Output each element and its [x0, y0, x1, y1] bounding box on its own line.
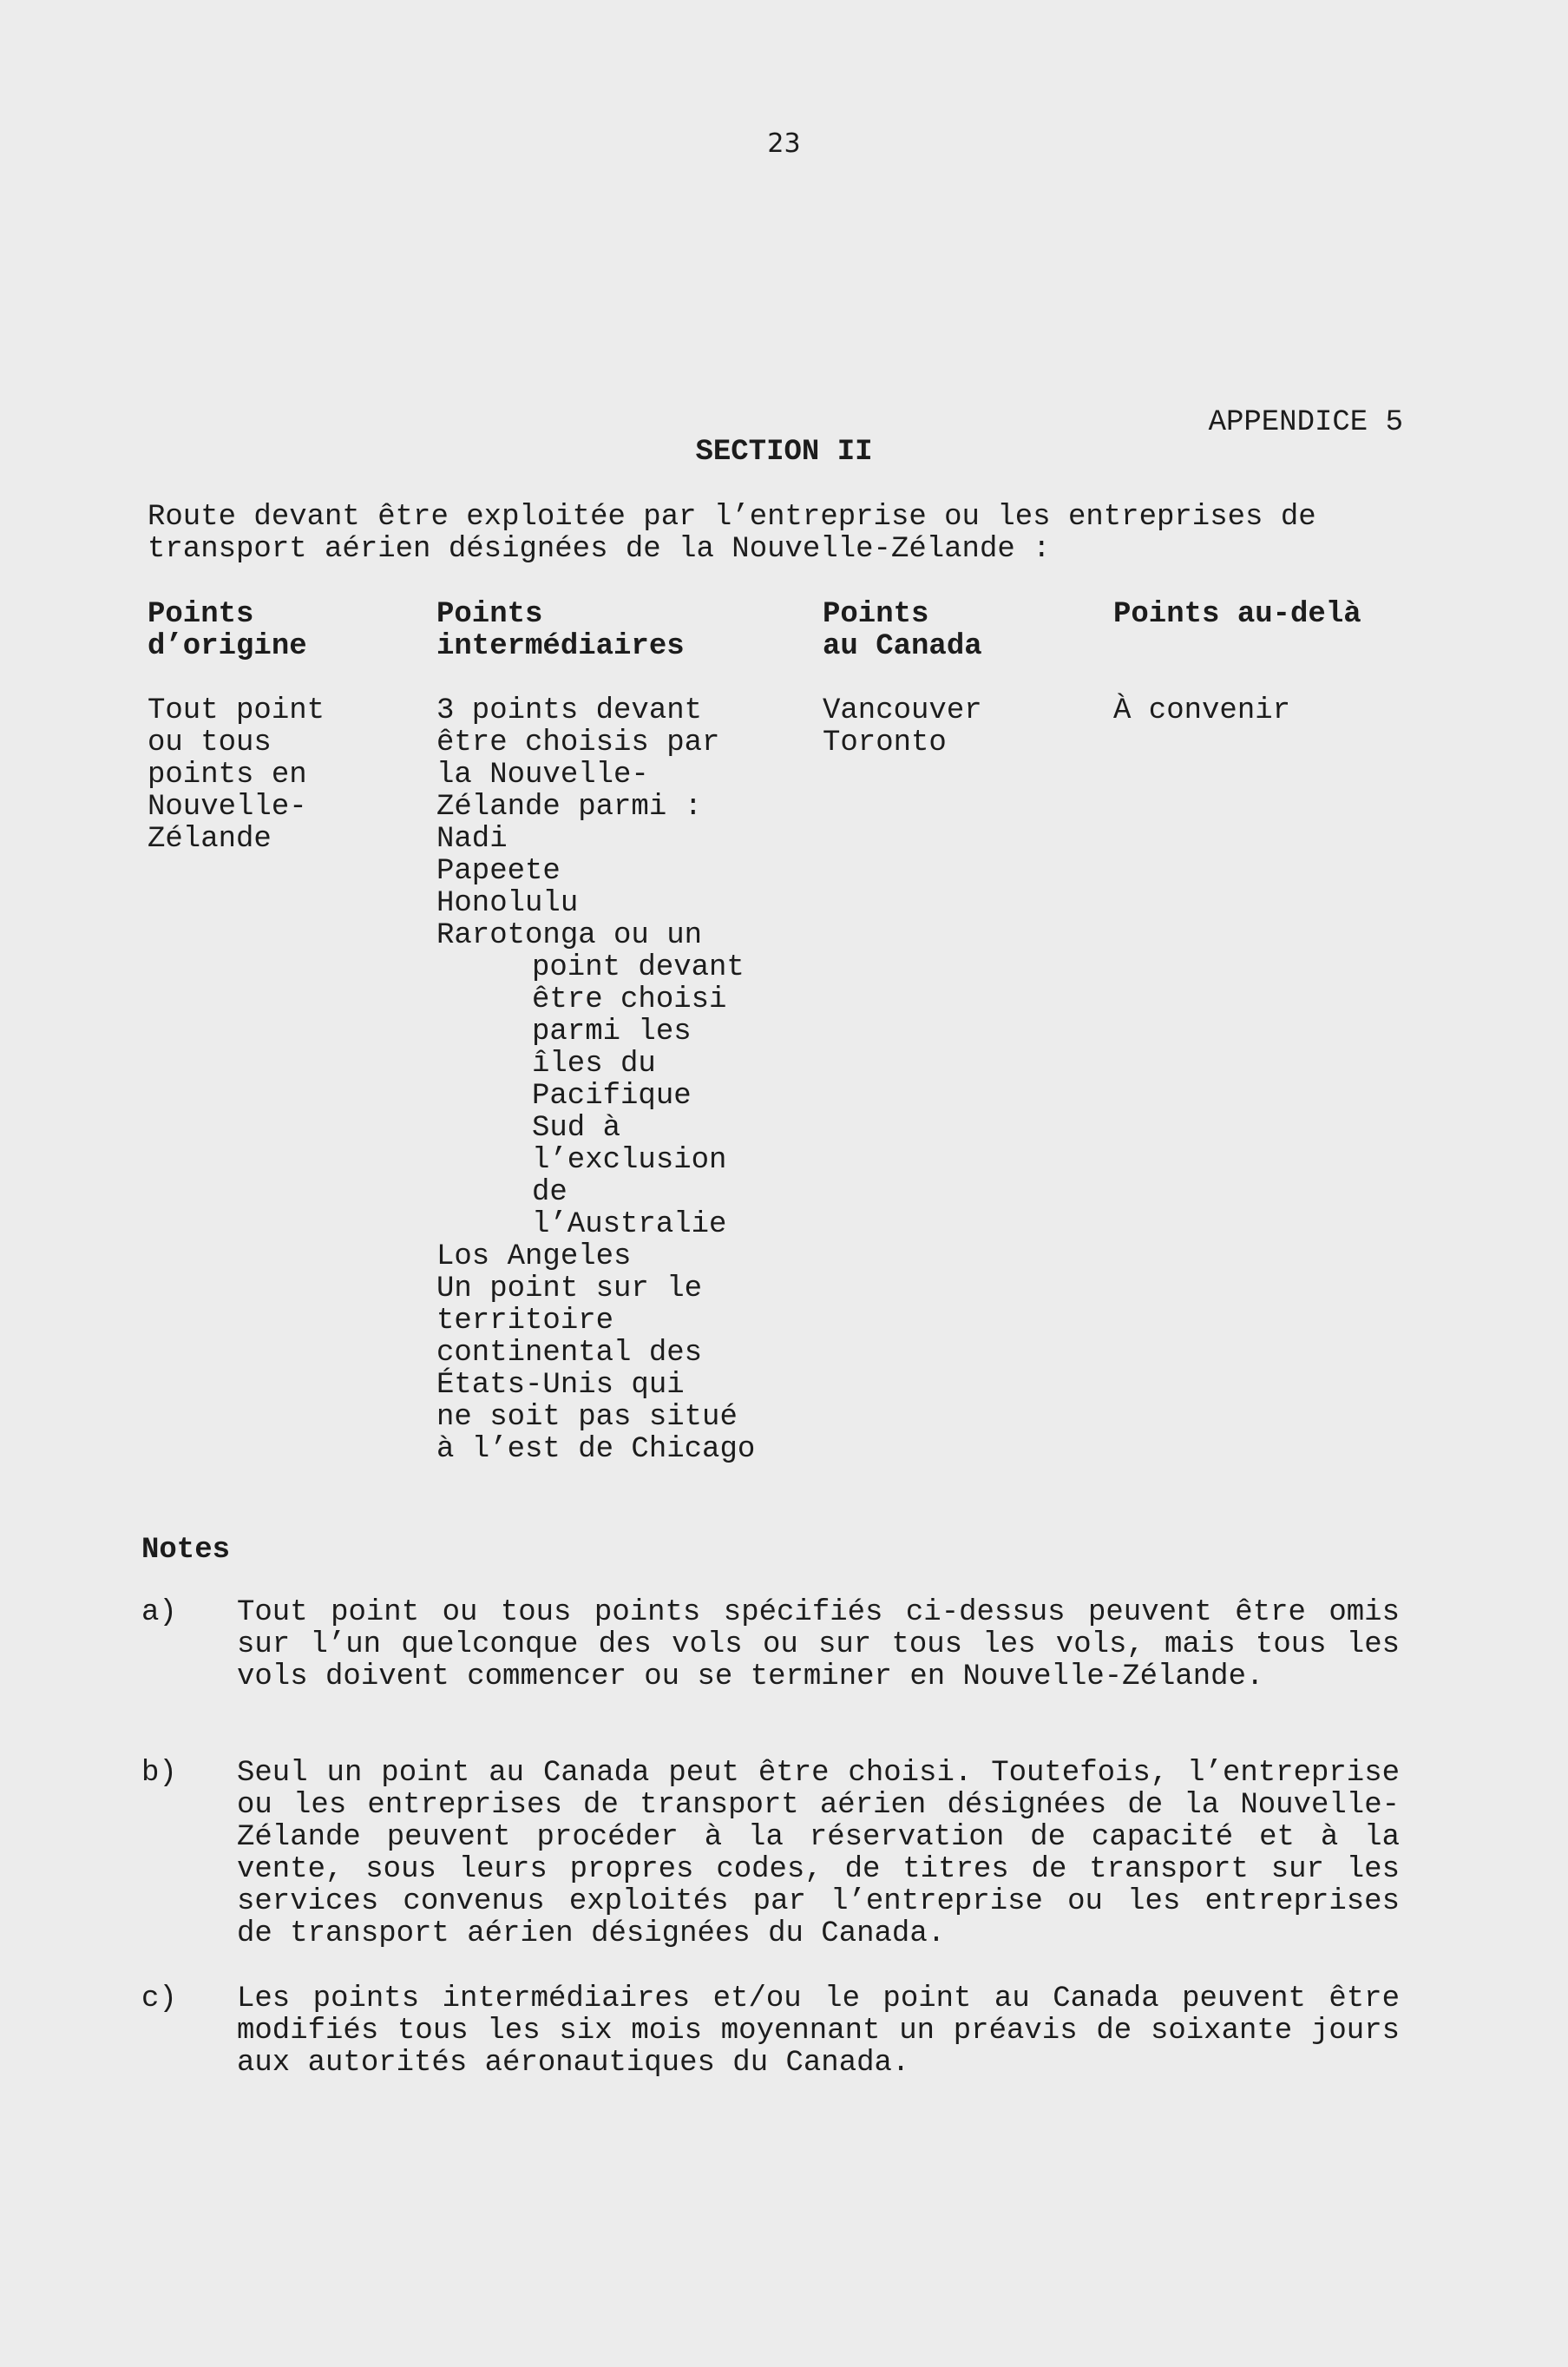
column-line-indented: de [532, 1176, 567, 1209]
note-text: Les points intermédiaires et/ou le point au Canada peuvent être modifiés tous les six mois moyennant un préavis de soixante jours aux autorités aéronautiques du Canada. [237, 1982, 1400, 2080]
column-line: ou tous [148, 727, 272, 759]
column-line: Toronto [823, 727, 947, 759]
note-label: b) [141, 1757, 177, 1790]
route-intro: Route devant être exploitée par l’entreprise ou les entreprises de transport aérien désignées de la Nouvelle-Zélande : [148, 501, 1316, 566]
notes-title: Notes [141, 1534, 231, 1567]
column-line: Honolulu [436, 887, 579, 920]
appendix-label: APPENDICE 5 [1208, 406, 1403, 439]
column-canada-points [823, 599, 982, 759]
column-line-indented: l’exclusion [532, 1144, 727, 1177]
column-body [823, 695, 982, 759]
column-line-indented: parmi les [532, 1016, 692, 1049]
note-text: Tout point ou tous points spécifiés ci-dessus peuvent être omis sur l’un quelconque des vols ou sur tous les vols, mais tous les vols doivent commencer ou se terminer en Nouvelle-Zélande. [237, 1596, 1400, 1693]
header-line: au Canada [823, 630, 982, 663]
column-line: Zélande parmi : [436, 791, 703, 824]
header-line: Points [436, 598, 543, 631]
column-line: Un point sur le [436, 1272, 703, 1305]
column-line: Los Angeles [436, 1240, 632, 1273]
column-line: Zélande [148, 823, 272, 856]
column-beyond-points [1113, 599, 1361, 727]
header-line: Points [823, 598, 929, 631]
column-line: Papeete [436, 855, 561, 888]
column-line-indented: Sud à [532, 1112, 621, 1145]
column-line-indented: Pacifique [532, 1080, 692, 1113]
column-body [1113, 695, 1361, 727]
column-line: États-Unis qui [436, 1369, 685, 1402]
column-line: Vancouver [823, 694, 982, 727]
header-line: Points au-delà [1113, 598, 1361, 631]
column-line: Rarotonga ou un [436, 919, 703, 952]
column-line: ne soit pas situé [436, 1401, 738, 1434]
column-line: à l’est de Chicago [436, 1433, 756, 1466]
section-title: SECTION II [695, 436, 873, 469]
column-body [148, 695, 325, 856]
column-line: Nadi [436, 823, 508, 856]
column-line-indented: point devant [532, 951, 745, 984]
column-line: points en [148, 759, 307, 792]
column-line: À convenir [1113, 694, 1291, 727]
header-line: d’origine [148, 630, 307, 663]
column-header [148, 599, 325, 663]
column-line: être choisis par [436, 727, 720, 759]
page-number: 23 [767, 128, 801, 159]
column-line-indented: être choisi [532, 983, 727, 1016]
column-line-indented: l’Australie [532, 1208, 727, 1241]
note-text: Seul un point au Canada peut être choisi. Toutefois, l’entreprise ou les entreprises de transport aérien désignées de la Nouvelle-Zélande peuvent procéder à la réservation de capacité et à la vente, sous leurs propres codes, de titres de transport sur les services convenus exploités par l’entreprise ou les entreprises de transport aérien désignées du Canada. [237, 1757, 1400, 1950]
column-header [823, 599, 982, 663]
column-header [436, 599, 755, 663]
column-line: 3 points devant [436, 694, 703, 727]
column-line: Tout point [148, 694, 325, 727]
note-label: a) [141, 1596, 177, 1629]
column-line: Nouvelle- [148, 791, 307, 824]
column-line: territoire [436, 1305, 614, 1338]
header-line: Points [148, 598, 254, 631]
column-line-indented: îles du [532, 1048, 656, 1081]
column-origin-points [148, 599, 325, 856]
column-line: la Nouvelle- [436, 759, 649, 792]
column-intermediate-points [436, 599, 755, 1466]
column-body [436, 695, 755, 1466]
header-line: intermédiaires [436, 630, 685, 663]
header-spacer [1113, 631, 1361, 663]
column-line: continental des [436, 1337, 703, 1370]
note-label: c) [141, 1982, 177, 2015]
column-header [1113, 599, 1361, 663]
